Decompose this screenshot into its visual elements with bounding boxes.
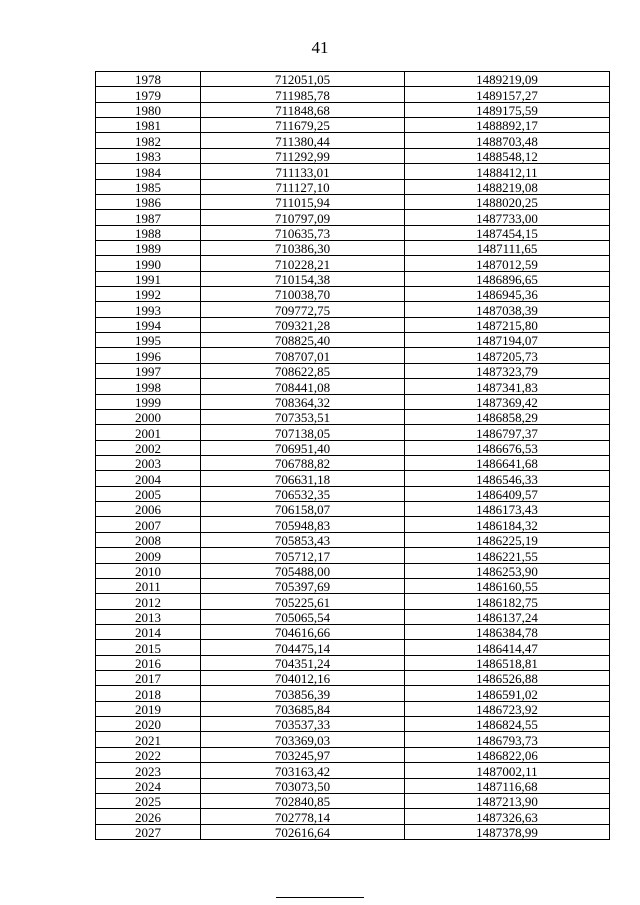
x-coordinate-cell: 707353,51 bbox=[201, 409, 405, 424]
y-coordinate-cell: 1486173,43 bbox=[405, 502, 610, 517]
y-coordinate-cell: 1486221,55 bbox=[405, 548, 610, 563]
table-row bbox=[96, 348, 610, 363]
point-number-cell: 1985 bbox=[96, 179, 201, 194]
y-coordinate-cell: 1486824,55 bbox=[405, 717, 610, 732]
x-coordinate-cell: 710797,09 bbox=[201, 210, 405, 225]
coordinates-table bbox=[95, 71, 610, 840]
table-row bbox=[96, 717, 610, 732]
y-coordinate-cell: 1486253,90 bbox=[405, 563, 610, 578]
y-coordinate-cell: 1486546,33 bbox=[405, 471, 610, 486]
y-coordinate-cell: 1486526,88 bbox=[405, 671, 610, 686]
y-coordinate-cell: 1486896,65 bbox=[405, 271, 610, 286]
y-coordinate-cell: 1486384,78 bbox=[405, 624, 610, 639]
y-coordinate-cell: 1486182,75 bbox=[405, 594, 610, 609]
x-coordinate-cell: 711127,10 bbox=[201, 179, 405, 194]
x-coordinate-cell: 711015,94 bbox=[201, 194, 405, 209]
x-coordinate-cell: 710038,70 bbox=[201, 287, 405, 302]
x-coordinate-cell: 710154,38 bbox=[201, 271, 405, 286]
point-number-cell: 1992 bbox=[96, 287, 201, 302]
y-coordinate-cell: 1486858,29 bbox=[405, 409, 610, 424]
table-row bbox=[96, 517, 610, 532]
x-coordinate-cell: 711679,25 bbox=[201, 118, 405, 133]
y-coordinate-cell: 1488892,17 bbox=[405, 118, 610, 133]
table-row bbox=[96, 763, 610, 778]
table-row bbox=[96, 102, 610, 117]
table-row bbox=[96, 732, 610, 747]
y-coordinate-cell: 1486591,02 bbox=[405, 686, 610, 701]
table-row bbox=[96, 440, 610, 455]
x-coordinate-cell: 707138,05 bbox=[201, 425, 405, 440]
point-number-cell: 2001 bbox=[96, 425, 201, 440]
x-coordinate-cell: 708622,85 bbox=[201, 363, 405, 378]
x-coordinate-cell: 705853,43 bbox=[201, 532, 405, 547]
y-coordinate-cell: 1486676,53 bbox=[405, 440, 610, 455]
point-number-cell: 2006 bbox=[96, 502, 201, 517]
x-coordinate-cell: 711133,01 bbox=[201, 164, 405, 179]
y-coordinate-cell: 1488020,25 bbox=[405, 194, 610, 209]
table-row bbox=[96, 394, 610, 409]
x-coordinate-cell: 712051,05 bbox=[201, 72, 405, 87]
point-number-cell: 1984 bbox=[96, 164, 201, 179]
table-row bbox=[96, 548, 610, 563]
table-row bbox=[96, 133, 610, 148]
y-coordinate-cell: 1486184,32 bbox=[405, 517, 610, 532]
point-number-cell: 2014 bbox=[96, 624, 201, 639]
x-coordinate-cell: 710386,30 bbox=[201, 240, 405, 255]
x-coordinate-cell: 711985,78 bbox=[201, 87, 405, 102]
table-row bbox=[96, 256, 610, 271]
x-coordinate-cell: 705225,61 bbox=[201, 594, 405, 609]
x-coordinate-cell: 704012,16 bbox=[201, 671, 405, 686]
y-coordinate-cell: 1489219,09 bbox=[405, 72, 610, 87]
table-row bbox=[96, 486, 610, 501]
table-row bbox=[96, 747, 610, 762]
table-row bbox=[96, 148, 610, 163]
point-number-cell: 2011 bbox=[96, 578, 201, 593]
x-coordinate-cell: 705065,54 bbox=[201, 609, 405, 624]
point-number-cell: 1999 bbox=[96, 394, 201, 409]
y-coordinate-cell: 1486225,19 bbox=[405, 532, 610, 547]
x-coordinate-cell: 706532,35 bbox=[201, 486, 405, 501]
y-coordinate-cell: 1487038,39 bbox=[405, 302, 610, 317]
page-number: 41 bbox=[311, 38, 329, 57]
point-number-cell: 1996 bbox=[96, 348, 201, 363]
table-row bbox=[96, 164, 610, 179]
x-coordinate-cell: 706158,07 bbox=[201, 502, 405, 517]
point-number-cell: 2020 bbox=[96, 717, 201, 732]
table-row bbox=[96, 240, 610, 255]
x-coordinate-cell: 703685,84 bbox=[201, 701, 405, 716]
point-number-cell: 2027 bbox=[96, 824, 201, 839]
point-number-cell: 2017 bbox=[96, 671, 201, 686]
table-row bbox=[96, 287, 610, 302]
point-number-cell: 1995 bbox=[96, 333, 201, 348]
y-coordinate-cell: 1488548,12 bbox=[405, 148, 610, 163]
table-row bbox=[96, 333, 610, 348]
table-row bbox=[96, 179, 610, 194]
table-row bbox=[96, 563, 610, 578]
table-row bbox=[96, 471, 610, 486]
point-number-cell: 1979 bbox=[96, 87, 201, 102]
table-row bbox=[96, 317, 610, 332]
point-number-cell: 2021 bbox=[96, 732, 201, 747]
y-coordinate-cell: 1487341,83 bbox=[405, 379, 610, 394]
x-coordinate-cell: 711848,68 bbox=[201, 102, 405, 117]
table-row bbox=[96, 118, 610, 133]
point-number-cell: 1997 bbox=[96, 363, 201, 378]
table-row bbox=[96, 210, 610, 225]
y-coordinate-cell: 1487323,79 bbox=[405, 363, 610, 378]
x-coordinate-cell: 710635,73 bbox=[201, 225, 405, 240]
point-number-cell: 1987 bbox=[96, 210, 201, 225]
table-row bbox=[96, 701, 610, 716]
table-row bbox=[96, 686, 610, 701]
y-coordinate-cell: 1487733,00 bbox=[405, 210, 610, 225]
point-number-cell: 2000 bbox=[96, 409, 201, 424]
y-coordinate-cell: 1487205,73 bbox=[405, 348, 610, 363]
y-coordinate-cell: 1486641,68 bbox=[405, 455, 610, 470]
y-coordinate-cell: 1488412,11 bbox=[405, 164, 610, 179]
table-row bbox=[96, 532, 610, 547]
x-coordinate-cell: 711292,99 bbox=[201, 148, 405, 163]
x-coordinate-cell: 711380,44 bbox=[201, 133, 405, 148]
point-number-cell: 2023 bbox=[96, 763, 201, 778]
x-coordinate-cell: 702616,64 bbox=[201, 824, 405, 839]
table-row bbox=[96, 502, 610, 517]
point-number-cell: 2005 bbox=[96, 486, 201, 501]
point-number-cell: 1980 bbox=[96, 102, 201, 117]
point-number-cell: 2022 bbox=[96, 747, 201, 762]
table-row bbox=[96, 624, 610, 639]
y-coordinate-cell: 1487454,15 bbox=[405, 225, 610, 240]
x-coordinate-cell: 703856,39 bbox=[201, 686, 405, 701]
point-number-cell: 1991 bbox=[96, 271, 201, 286]
x-coordinate-cell: 705488,00 bbox=[201, 563, 405, 578]
x-coordinate-cell: 703073,50 bbox=[201, 778, 405, 793]
table-row bbox=[96, 655, 610, 670]
y-coordinate-cell: 1487002,11 bbox=[405, 763, 610, 778]
y-coordinate-cell: 1486945,36 bbox=[405, 287, 610, 302]
x-coordinate-cell: 704475,14 bbox=[201, 640, 405, 655]
point-number-cell: 2026 bbox=[96, 809, 201, 824]
point-number-cell: 1998 bbox=[96, 379, 201, 394]
point-number-cell: 2010 bbox=[96, 563, 201, 578]
x-coordinate-cell: 706788,82 bbox=[201, 455, 405, 470]
table-row bbox=[96, 809, 610, 824]
x-coordinate-cell: 709772,75 bbox=[201, 302, 405, 317]
point-number-cell: 1986 bbox=[96, 194, 201, 209]
point-number-cell: 1994 bbox=[96, 317, 201, 332]
point-number-cell: 2004 bbox=[96, 471, 201, 486]
x-coordinate-cell: 710228,21 bbox=[201, 256, 405, 271]
y-coordinate-cell: 1487213,90 bbox=[405, 793, 610, 808]
table-row bbox=[96, 409, 610, 424]
point-number-cell: 2025 bbox=[96, 793, 201, 808]
table-row bbox=[96, 72, 610, 87]
x-coordinate-cell: 703245,97 bbox=[201, 747, 405, 762]
y-coordinate-cell: 1487215,80 bbox=[405, 317, 610, 332]
table-row bbox=[96, 363, 610, 378]
point-number-cell: 1978 bbox=[96, 72, 201, 87]
x-coordinate-cell: 705948,83 bbox=[201, 517, 405, 532]
point-number-cell: 2013 bbox=[96, 609, 201, 624]
x-coordinate-cell: 708707,01 bbox=[201, 348, 405, 363]
y-coordinate-cell: 1486409,57 bbox=[405, 486, 610, 501]
y-coordinate-cell: 1487326,63 bbox=[405, 809, 610, 824]
coordinates-table-body bbox=[96, 72, 610, 840]
table-row bbox=[96, 225, 610, 240]
table-row bbox=[96, 778, 610, 793]
y-coordinate-cell: 1487378,99 bbox=[405, 824, 610, 839]
x-coordinate-cell: 704616,66 bbox=[201, 624, 405, 639]
x-coordinate-cell: 708364,32 bbox=[201, 394, 405, 409]
table-row bbox=[96, 302, 610, 317]
table-row bbox=[96, 793, 610, 808]
x-coordinate-cell: 703163,42 bbox=[201, 763, 405, 778]
table-row bbox=[96, 578, 610, 593]
table-row bbox=[96, 609, 610, 624]
y-coordinate-cell: 1487012,59 bbox=[405, 256, 610, 271]
point-number-cell: 2019 bbox=[96, 701, 201, 716]
x-coordinate-cell: 703369,03 bbox=[201, 732, 405, 747]
point-number-cell: 2003 bbox=[96, 455, 201, 470]
y-coordinate-cell: 1489157,27 bbox=[405, 87, 610, 102]
y-coordinate-cell: 1486723,92 bbox=[405, 701, 610, 716]
point-number-cell: 2015 bbox=[96, 640, 201, 655]
x-coordinate-cell: 708825,40 bbox=[201, 333, 405, 348]
table-row bbox=[96, 671, 610, 686]
x-coordinate-cell: 705712,17 bbox=[201, 548, 405, 563]
point-number-cell: 1983 bbox=[96, 148, 201, 163]
table-row bbox=[96, 455, 610, 470]
table-row bbox=[96, 271, 610, 286]
point-number-cell: 1993 bbox=[96, 302, 201, 317]
x-coordinate-cell: 709321,28 bbox=[201, 317, 405, 332]
y-coordinate-cell: 1486793,73 bbox=[405, 732, 610, 747]
y-coordinate-cell: 1486160,55 bbox=[405, 578, 610, 593]
table-row bbox=[96, 640, 610, 655]
point-number-cell: 1988 bbox=[96, 225, 201, 240]
point-number-cell: 2024 bbox=[96, 778, 201, 793]
table-row bbox=[96, 824, 610, 839]
x-coordinate-cell: 706631,18 bbox=[201, 471, 405, 486]
y-coordinate-cell: 1488703,48 bbox=[405, 133, 610, 148]
y-coordinate-cell: 1486822,06 bbox=[405, 747, 610, 762]
point-number-cell: 2002 bbox=[96, 440, 201, 455]
point-number-cell: 1989 bbox=[96, 240, 201, 255]
x-coordinate-cell: 702840,85 bbox=[201, 793, 405, 808]
x-coordinate-cell: 702778,14 bbox=[201, 809, 405, 824]
x-coordinate-cell: 703537,33 bbox=[201, 717, 405, 732]
footer-rule bbox=[276, 897, 364, 898]
y-coordinate-cell: 1488219,08 bbox=[405, 179, 610, 194]
point-number-cell: 2008 bbox=[96, 532, 201, 547]
x-coordinate-cell: 708441,08 bbox=[201, 379, 405, 394]
x-coordinate-cell: 704351,24 bbox=[201, 655, 405, 670]
point-number-cell: 2012 bbox=[96, 594, 201, 609]
x-coordinate-cell: 705397,69 bbox=[201, 578, 405, 593]
y-coordinate-cell: 1486797,37 bbox=[405, 425, 610, 440]
table-row bbox=[96, 87, 610, 102]
point-number-cell: 2016 bbox=[96, 655, 201, 670]
y-coordinate-cell: 1486518,81 bbox=[405, 655, 610, 670]
y-coordinate-cell: 1486137,24 bbox=[405, 609, 610, 624]
table-row bbox=[96, 425, 610, 440]
y-coordinate-cell: 1486414,47 bbox=[405, 640, 610, 655]
y-coordinate-cell: 1487369,42 bbox=[405, 394, 610, 409]
point-number-cell: 2018 bbox=[96, 686, 201, 701]
table-row bbox=[96, 379, 610, 394]
point-number-cell: 2007 bbox=[96, 517, 201, 532]
point-number-cell: 1981 bbox=[96, 118, 201, 133]
y-coordinate-cell: 1489175,59 bbox=[405, 102, 610, 117]
point-number-cell: 1990 bbox=[96, 256, 201, 271]
y-coordinate-cell: 1487111,65 bbox=[405, 240, 610, 255]
x-coordinate-cell: 706951,40 bbox=[201, 440, 405, 455]
y-coordinate-cell: 1487116,68 bbox=[405, 778, 610, 793]
table-row bbox=[96, 594, 610, 609]
table-row bbox=[96, 194, 610, 209]
point-number-cell: 2009 bbox=[96, 548, 201, 563]
point-number-cell: 1982 bbox=[96, 133, 201, 148]
y-coordinate-cell: 1487194,07 bbox=[405, 333, 610, 348]
